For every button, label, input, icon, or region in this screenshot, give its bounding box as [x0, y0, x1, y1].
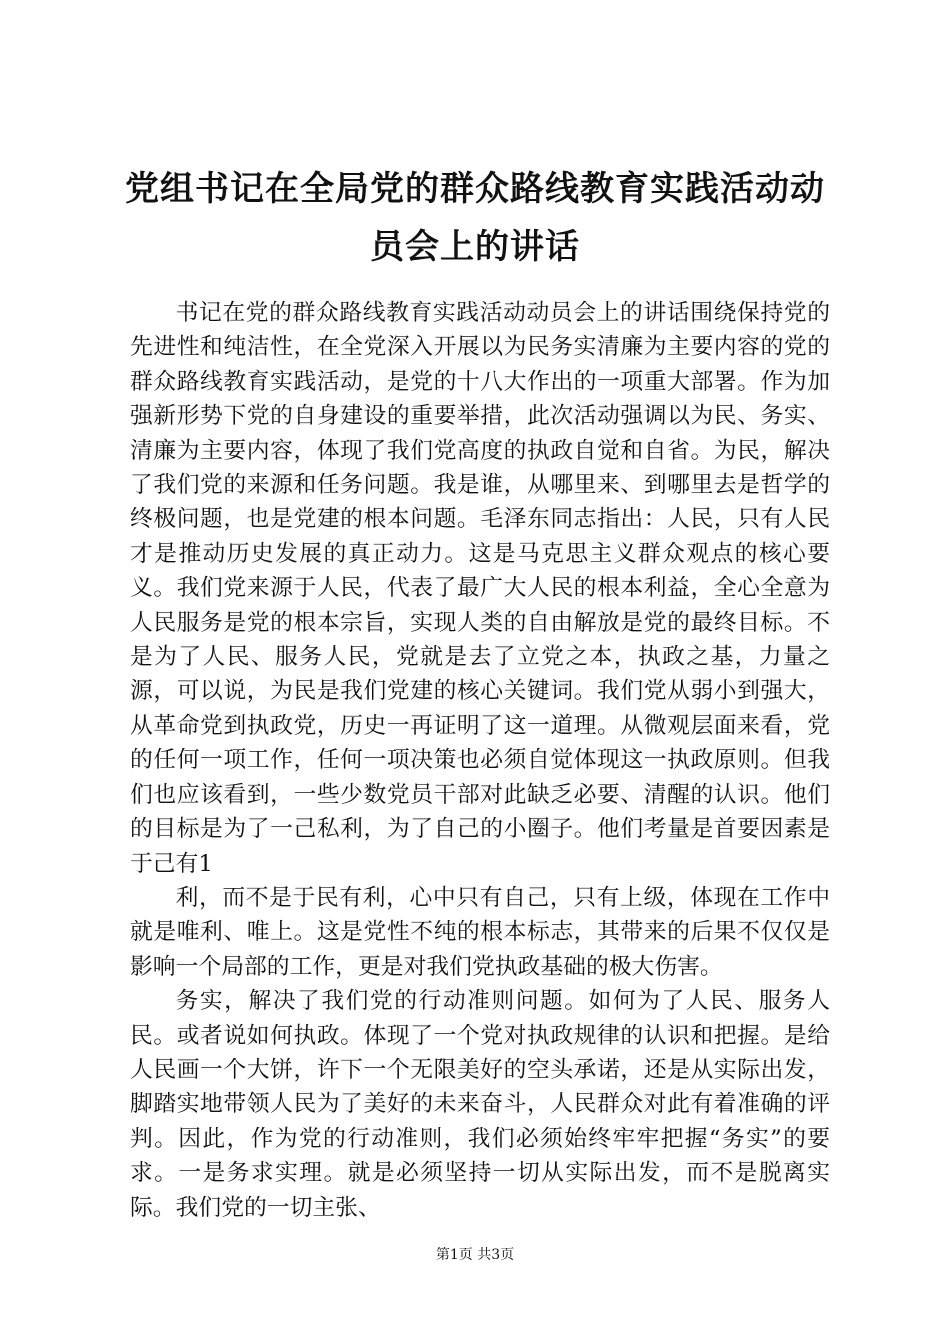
paragraph: 务实，解决了我们党的行动准则问题。如何为了人民、服务人民。或者说如何执政。体现了一个党对执政规律的认识和把握。是给人民画一个大饼，许下一个无限美好的空头承诺，还是从实际出发，脚踏实地带领人民为了美好的未来奋斗，人民群众对此有着准确的评判。因此，作为党的行动准则，我们必须始终牢牢把握“务实”的要求。一是务求实理。就是必须坚持一切从实际出发，而不是脱离实际。我们党的一切主张、 — [130, 988, 830, 1221]
document-title: 党组书记在全局党的群众路线教育实践活动动员会上的讲话 — [125, 169, 825, 267]
paragraph: 利，而不是于民有利，心中只有自己，只有上级，体现在工作中就是唯利、唯上。这是党性不纯的根本标志，其带来的后果不仅仅是影响一个局部的工作，更是对我们党执政基础的极大伤害。 — [130, 884, 830, 980]
page-footer: 第1页 共3页 — [435, 1247, 515, 1263]
document-body — [130, 296, 830, 1225]
paragraph: 书记在党的群众路线教育实践活动动员会上的讲话围绕保持党的先进性和纯洁性，在全党深入开展以为民务实清廉为主要内容的党的群众路线教育实践活动，是党的十八大作出的一项重大部署。作为加强新形势下党的自身建设的重要举措，此次活动强调以为民、务实、清廉为主要内容，体现了我们党高度的执政自觉和自省。为民，解决了我们党的来源和任务问题。我是谁，从哪里来、到哪里去是哲学的终极问题，也是党建的根本问题。毛泽东同志指出：人民，只有人民才是推动历史发展的真正动力。这是马克思主义群众观点的核心要义。我们党来源于人民，代表了最广大人民的根本利益，全心全意为人民服务是党的根本宗旨，实现人类的自由解放是党的最终目标。不是为了人民、服务人民，党就是去了立党之本，执政之基，力量之源，可以说，为民是我们党建的核心关键词。我们党从弱小到强大，从革命党到执政党，历史一再证明了这一道理。从微观层面来看，党的任何一项工作，任何一项决策也必须自觉体现这一执政原则。但我们也应该看到，一些少数党员干部对此缺乏必要、清醒的认识。他们的目标是为了一己私利，为了自己的小圈子。他们考量是首要因素是于己有1 — [130, 300, 830, 877]
